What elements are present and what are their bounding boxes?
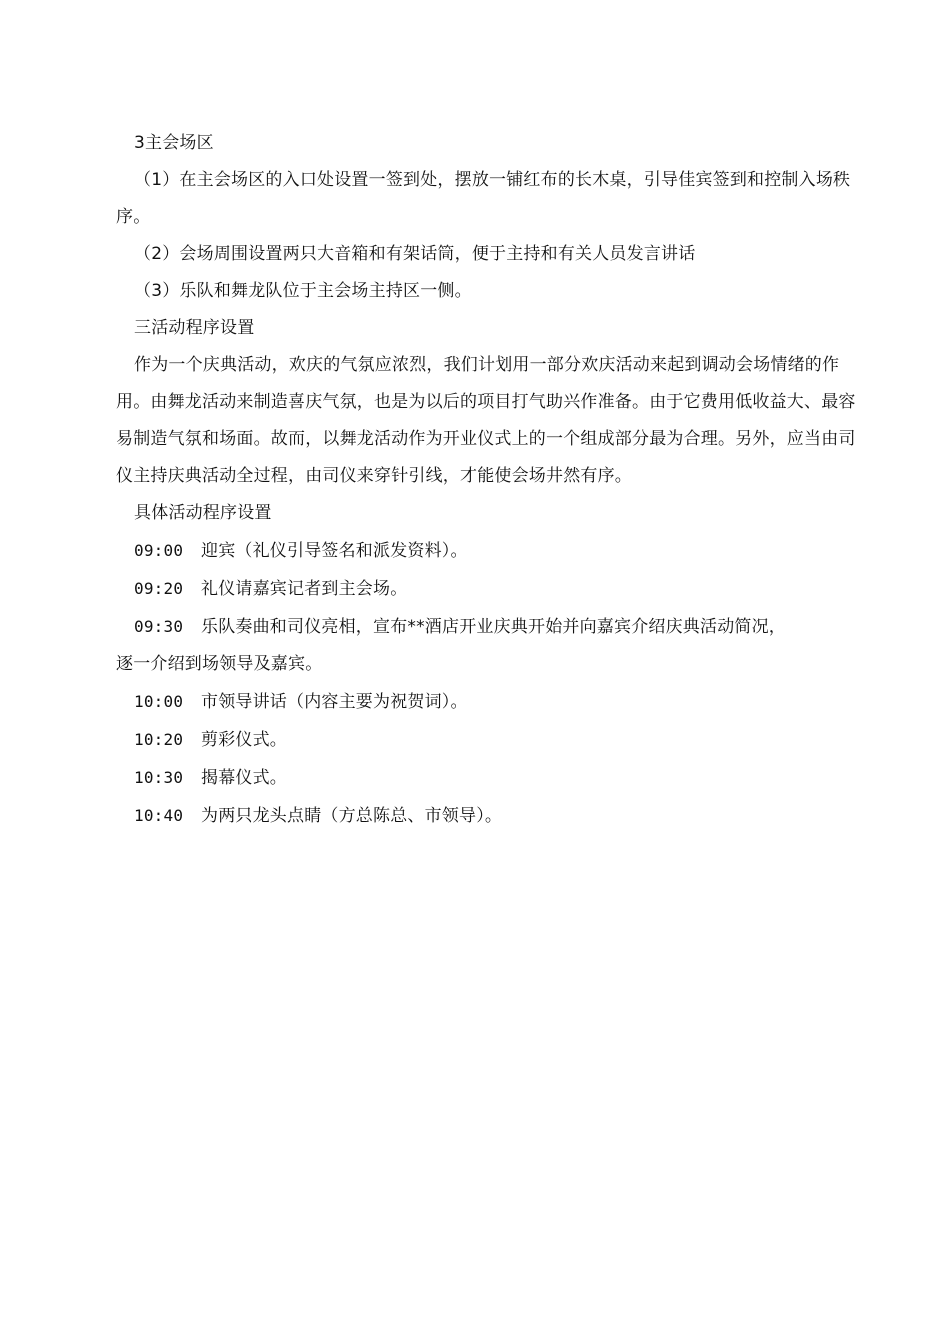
schedule-time: 10:20 <box>134 730 184 749</box>
schedule-item <box>116 797 856 835</box>
schedule-item <box>116 759 856 797</box>
schedule-item <box>116 721 856 759</box>
schedule-item <box>116 608 856 683</box>
schedule-time: 10:30 <box>134 768 184 787</box>
schedule-time: 10:40 <box>134 806 184 825</box>
schedule-time: 09:00 <box>134 541 184 560</box>
schedule-event: 市领导讲话（内容主要为祝贺词）。 <box>201 692 468 712</box>
venue-item-1: （1）在主会场区的入口处设置一签到处，摆放一铺红布的长木桌，引导佳宾签到和控制入场秩序。 <box>116 170 851 227</box>
schedule-time: 09:30 <box>134 617 184 636</box>
venue-item-2: （2）会场周围设置两只大音箱和有架话筒，便于主持和有关人员发言讲话 <box>134 244 696 264</box>
schedule-event: 乐队奏曲和司仪亮相，宣布**酒店开业庆典开始并向嘉宾介绍庆典活动简况， <box>201 617 786 637</box>
schedule-item <box>116 570 856 608</box>
schedule-event: 为两只龙头点睛（方总陈总、市领导）。 <box>201 806 503 826</box>
program-intro-paragraph: 作为一个庆典活动，欢庆的气氛应浓烈，我们计划用一部分欢庆活动来起到调动会场情绪的作用。由舞龙活动来制造喜庆气氛，也是为以后的项目打气助兴作准备。由于它费用低收益大、最容易制造气氛和场面。故而，以舞龙活动作为开业仪式上的一个组成部分最为合理。另外，应当由司仪主持庆典活动全过程，由司仪来穿针引线，才能使会场井然有序。 <box>116 355 856 486</box>
schedule-item <box>116 532 856 570</box>
schedule-item <box>116 683 856 721</box>
schedule-event: 迎宾（礼仪引导签名和派发资料）。 <box>201 541 468 561</box>
schedule-time: 09:20 <box>134 579 184 598</box>
schedule-event: 剪彩仪式。 <box>201 730 287 750</box>
section-heading: 3主会场区 <box>134 133 214 153</box>
document-body <box>116 125 856 835</box>
schedule-time: 10:00 <box>134 692 184 711</box>
venue-item-3: （3）乐队和舞龙队位于主会场主持区一侧。 <box>134 281 472 301</box>
schedule-event: 揭幕仪式。 <box>201 768 287 788</box>
schedule-event: 礼仪请嘉宾记者到主会场。 <box>201 579 408 599</box>
program-heading: 三活动程序设置 <box>134 318 255 338</box>
schedule-heading: 具体活动程序设置 <box>134 503 272 523</box>
schedule-event-continuation: 逐一介绍到场领导及嘉宾。 <box>116 654 323 674</box>
